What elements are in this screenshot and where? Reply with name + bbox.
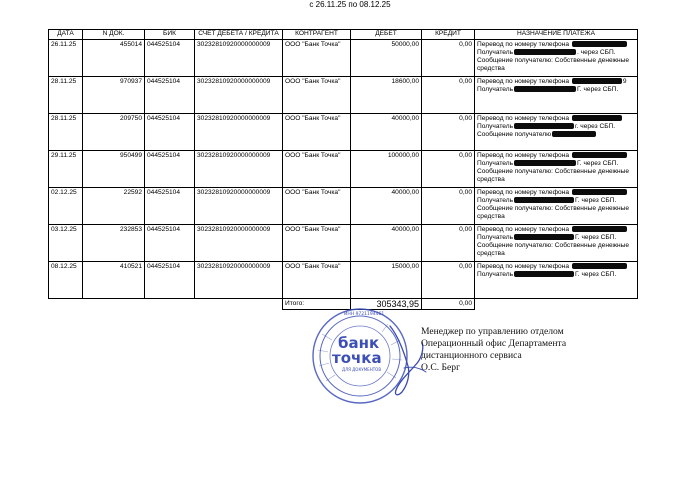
- purpose-line: Получатель: [477, 197, 514, 204]
- cell-account: 30232810920000000009: [195, 77, 283, 114]
- purpose-line: Г. через СБП.: [575, 271, 617, 278]
- redaction-mark: [572, 78, 622, 84]
- purpose-line: . через СБП.: [577, 49, 616, 56]
- purpose-line: Сообщение получателю: Собственные денежные: [477, 168, 630, 175]
- cell-date: 26.11.25: [49, 40, 83, 77]
- col-header-counterparty: КОНТРАГЕНТ: [283, 30, 351, 40]
- purpose-line: Получатель: [477, 123, 514, 130]
- cell-bik: 044525104: [145, 151, 195, 188]
- cell-bik: 044525104: [145, 114, 195, 151]
- redaction-mark: [514, 160, 576, 166]
- purpose-line: средства: [477, 176, 505, 183]
- purpose-line: Перевод по номеру телефона: [477, 263, 569, 270]
- purpose-line: Получатель: [477, 271, 514, 278]
- purpose-line: Перевод по номеру телефона: [477, 115, 569, 122]
- cell-purpose: [475, 40, 638, 77]
- cell-doc: 950499: [83, 151, 145, 188]
- cell-date: 03.12.25: [49, 225, 83, 262]
- cell-counterparty: ООО "Банк Точка": [283, 114, 351, 151]
- cell-date: 02.12.25: [49, 188, 83, 225]
- purpose-line: Получатель: [477, 234, 514, 241]
- cell-doc: 22592: [83, 188, 145, 225]
- total-credit: 0,00: [422, 299, 475, 310]
- purpose-line: Сообщение получателю: Собственные денежные: [477, 242, 630, 249]
- cell-counterparty: ООО "Банк Точка": [283, 40, 351, 77]
- col-header-account: СЧЕТ ДЕБЕТА / КРЕДИТА: [195, 30, 283, 40]
- redaction-mark: [514, 271, 574, 277]
- purpose-line: Перевод по номеру телефона: [477, 189, 569, 196]
- purpose-line: г. через СБП.: [575, 123, 616, 130]
- cell-date: 08.12.25: [49, 262, 83, 299]
- col-header-purpose: НАЗНАЧЕНИЕ ПЛАТЕЖА: [475, 30, 638, 40]
- cell-account: 30232810920000000009: [195, 225, 283, 262]
- cell-doc: 232853: [83, 225, 145, 262]
- cell-bik: 044525104: [145, 225, 195, 262]
- cell-doc: 455014: [83, 40, 145, 77]
- purpose-line: Получатель: [477, 49, 514, 56]
- cell-credit: 0,00: [422, 151, 475, 188]
- table-row: [49, 151, 638, 188]
- redaction-mark: [572, 152, 627, 158]
- cell-credit: 0,00: [422, 40, 475, 77]
- total-label: Итого:: [283, 299, 351, 310]
- cell-account: 30232810920000000009: [195, 40, 283, 77]
- redaction-mark: [572, 263, 627, 269]
- cell-bik: 044525104: [145, 188, 195, 225]
- cell-purpose: [475, 225, 638, 262]
- col-header-bik: БИК: [145, 30, 195, 40]
- purpose-line: Перевод по номеру телефона: [477, 41, 569, 48]
- purpose-line: Г. через СБП.: [575, 197, 617, 204]
- cell-doc: 410521: [83, 262, 145, 299]
- redaction-mark: [572, 226, 627, 232]
- table-row: [49, 262, 638, 299]
- cell-counterparty: ООО "Банк Точка": [283, 225, 351, 262]
- cell-bik: 044525104: [145, 77, 195, 114]
- purpose-line: Сообщение получателю: Собственные денежные: [477, 205, 630, 212]
- cell-purpose: [475, 77, 638, 114]
- purpose-line: Сообщение получателю: Собственные денежные: [477, 57, 630, 64]
- cell-debit: 50000,00: [351, 40, 422, 77]
- purpose-line: Получатель: [477, 160, 514, 167]
- table-row: [49, 77, 638, 114]
- cell-doc: 970937: [83, 77, 145, 114]
- cell-credit: 0,00: [422, 262, 475, 299]
- redaction-mark: [514, 86, 576, 92]
- cell-purpose: [475, 114, 638, 151]
- cell-debit: 100000,00: [351, 151, 422, 188]
- cell-doc: 209750: [83, 114, 145, 151]
- cell-debit: 15000,00: [351, 262, 422, 299]
- purpose-line: Перевод по номеру телефона: [477, 226, 569, 233]
- table-row: [49, 114, 638, 151]
- signatory-line: Операционный офис Департамента: [421, 338, 567, 349]
- cell-date: 29.11.25: [49, 151, 83, 188]
- cell-counterparty: ООО "Банк Точка": [283, 188, 351, 225]
- col-header-credit: КРЕДИТ: [422, 30, 475, 40]
- redaction-mark: [572, 41, 627, 47]
- redaction-mark: [572, 189, 627, 195]
- purpose-line: средства: [477, 213, 505, 220]
- cell-debit: 18600,00: [351, 77, 422, 114]
- total-debit: 305343,95: [351, 299, 422, 310]
- cell-purpose: [475, 151, 638, 188]
- purpose-line: средства: [477, 65, 505, 72]
- col-header-debit: ДЕБЕТ: [351, 30, 422, 40]
- cell-date: 28.11.25: [49, 77, 83, 114]
- signatory-name: О.С. Берг: [421, 362, 461, 373]
- cell-debit: 40000,00: [351, 188, 422, 225]
- redaction-mark: [514, 49, 576, 55]
- cell-purpose: [475, 188, 638, 225]
- table-row: [49, 40, 638, 77]
- stamp-logo-line1: банк: [338, 334, 380, 352]
- signatory-block: [421, 326, 621, 374]
- cell-counterparty: ООО "Банк Точка": [283, 77, 351, 114]
- stamp-sub: ДЛЯ ДОКУМЕНТОВ: [342, 367, 382, 372]
- purpose-line: 9: [622, 78, 627, 85]
- statement-period: с 26.11.25 по 08.12.25: [309, 0, 391, 9]
- table-row: [49, 188, 638, 225]
- cell-account: 30232810920000000009: [195, 262, 283, 299]
- stamp-logo-line2: точка: [332, 349, 382, 367]
- table-row: [49, 225, 638, 262]
- signatory-line: дистанционного сервиса: [421, 350, 522, 361]
- redaction-mark: [572, 115, 622, 121]
- cell-credit: 0,00: [422, 114, 475, 151]
- cell-bik: 044525104: [145, 262, 195, 299]
- col-header-date: ДАТА: [49, 30, 83, 40]
- cell-account: 30232810920000000009: [195, 151, 283, 188]
- stamp-inn: ИНН 9721194461: [344, 312, 385, 317]
- cell-account: 30232810920000000009: [195, 114, 283, 151]
- purpose-line: Г. через СБП.: [577, 86, 619, 93]
- redaction-mark: [514, 234, 574, 240]
- purpose-line: Г. через СБП.: [575, 234, 617, 241]
- cell-debit: 40000,00: [351, 225, 422, 262]
- redaction-mark: [552, 131, 596, 137]
- signatory-line: Менеджер по управлению отделом: [421, 326, 564, 337]
- cell-counterparty: ООО "Банк Точка": [283, 151, 351, 188]
- purpose-line: средства: [477, 250, 505, 257]
- cell-counterparty: ООО "Банк Точка": [283, 262, 351, 299]
- cell-bik: 044525104: [145, 40, 195, 77]
- table-header-row: [49, 30, 638, 40]
- cell-date: 28.11.25: [49, 114, 83, 151]
- purpose-line: Перевод по номеру телефона: [477, 78, 569, 85]
- col-header-doc: N ДОК.: [83, 30, 145, 40]
- purpose-line: Получатель: [477, 86, 514, 93]
- redaction-mark: [514, 197, 574, 203]
- cell-debit: 40000,00: [351, 114, 422, 151]
- cell-credit: 0,00: [422, 188, 475, 225]
- cell-credit: 0,00: [422, 225, 475, 262]
- cell-account: 30232810920000000009: [195, 188, 283, 225]
- purpose-line: Г. через СБП.: [577, 160, 619, 167]
- cell-credit: 0,00: [422, 77, 475, 114]
- purpose-line: Сообщение получателю: [477, 131, 552, 138]
- transactions-table: [48, 29, 638, 310]
- redaction-mark: [514, 123, 574, 129]
- cell-purpose: [475, 262, 638, 299]
- purpose-line: Перевод по номеру телефона: [477, 152, 569, 159]
